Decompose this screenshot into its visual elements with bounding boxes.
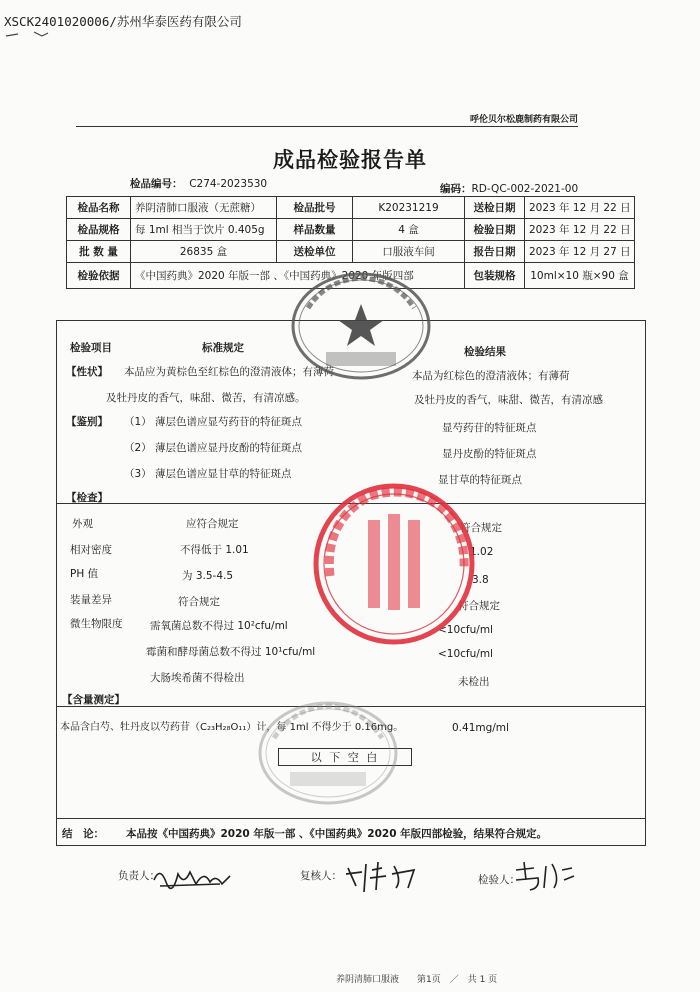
product-spec: 每 1ml 相当于饮片 0.405g (131, 219, 277, 241)
microbial-label: 微生物限度 (70, 618, 123, 630)
document-code: 编码：RD-QC-002-2021-00 (440, 183, 579, 195)
page-footer: 养阴清肺口服液 第1页 ／ 共 1 页 (336, 975, 498, 985)
density-standard: 不得低于 1.01 (180, 544, 249, 556)
sample-qty: 4 盒 (353, 219, 465, 241)
microbial-result-1: <10cfu/ml (438, 624, 493, 636)
microbial-standard-1: 需氧菌总数不得过 10²cfu/ml (150, 620, 288, 632)
pack-spec: 10ml×10 瓶×90 盒 (525, 263, 635, 289)
send-date-label: 送检日期 (465, 197, 525, 219)
test-basis: 《中国药典》2020 年版一部 、《中国药典》2020 年版四部 (131, 263, 465, 289)
test-date: 2023 年 12 月 22 日 (525, 219, 635, 241)
inspector-label: 检验人： (478, 874, 520, 886)
blank-note-box: 以 下 空 白 (278, 748, 412, 766)
report-date: 2023 年 12 月 27 日 (525, 241, 635, 263)
submitting-unit: 口服液车间 (353, 241, 465, 263)
table-row (67, 197, 635, 219)
assay-standard: 本品含白芍、牡丹皮以芍药苷（C₂₃H₂₈O₁₁）计，每 1ml 不得少于 0.16mg。 (60, 722, 404, 733)
inspector-signature (512, 858, 582, 898)
identification-standard-3: （3） 薄层色谱应显甘草的特征斑点 (124, 468, 292, 480)
company-inspection-seal (286, 268, 436, 388)
fill-variance-result: 符合规定 (458, 600, 500, 612)
section-character: 【性状】 (66, 366, 108, 378)
density-result: 1.02 (470, 546, 494, 558)
responsible-signature (150, 860, 240, 892)
conclusion-divider (56, 818, 646, 819)
page-title: 成品检验报告单 (273, 148, 427, 172)
column-header-result: 检验结果 (464, 346, 506, 358)
spec-label: 检品规格 (67, 219, 131, 241)
appearance-result: 符合规定 (460, 522, 502, 534)
corner-mark (4, 28, 64, 40)
column-header-standard: 标准规定 (202, 342, 244, 354)
microbial-result-3: 未检出 (458, 676, 490, 688)
character-standard-line2: 及牡丹皮的香气，味甜、微苦，有清凉感。 (106, 392, 306, 404)
basis-label: 检验依据 (67, 263, 131, 289)
microbial-standard-2: 霉菌和酵母菌总数不得过 10¹cfu/ml (146, 646, 316, 658)
conclusion-label: 结 论： (62, 828, 104, 840)
character-result-line2: 及牡丹皮的香气，味甜、微苦，有清凉感 (414, 394, 603, 406)
red-quality-seal (310, 480, 478, 648)
identification-standard-2: （2） 薄层色谱应显丹皮酚的特征斑点 (124, 442, 303, 454)
appearance-standard: 应符合规定 (186, 518, 239, 530)
product-name: 养阴清肺口服液（无蔗糖） (131, 197, 277, 219)
ph-result: 3.8 (472, 574, 489, 586)
appearance-label: 外观 (72, 518, 93, 530)
section-assay: 【含量测定】 (62, 694, 125, 706)
identification-result-2: 显丹皮酚的特征斑点 (442, 448, 537, 460)
report-date-label: 报告日期 (465, 241, 525, 263)
section-identification: 【鉴别】 (66, 416, 108, 428)
header-rule (76, 126, 578, 127)
identification-result-1: 显芍药苷的特征斑点 (442, 422, 537, 434)
fill-variance-standard: 符合规定 (178, 596, 220, 608)
report-number: 检品编号： C274-2023530 (130, 178, 268, 190)
identification-result-3: 显甘草的特征斑点 (438, 474, 522, 486)
density-label: 相对密度 (70, 544, 112, 556)
character-result-line1: 本品为红棕色的澄清液体；有薄荷 (412, 370, 570, 382)
character-standard-line1: 本品应为黄棕色至红棕色的澄清液体；有薄荷 (124, 366, 334, 378)
faint-inspection-seal (254, 698, 402, 808)
column-header-item: 检验项目 (70, 342, 112, 354)
ph-standard: 为 3.5-4.5 (182, 570, 234, 582)
microbial-standard-3: 大肠埃希菌不得检出 (150, 672, 245, 684)
name-label: 检品名称 (67, 197, 131, 219)
batch-label: 检品批号 (277, 197, 353, 219)
batch-number: K20231219 (353, 197, 465, 219)
reviewer-signature (342, 856, 432, 896)
document-reference: XSCK2401020006/苏州华泰医药有限公司 (4, 14, 242, 29)
sample-qty-label: 样品数量 (277, 219, 353, 241)
fill-variance-label: 装量差异 (70, 594, 112, 606)
company-name: 呼伦贝尔松鹿制药有限公司 (469, 115, 578, 125)
pack-label: 包装规格 (465, 263, 525, 289)
section-checks: 【检查】 (66, 492, 108, 504)
send-date: 2023 年 12 月 22 日 (525, 197, 635, 219)
lot-qty: 26835 盒 (131, 241, 277, 263)
conclusion-text: 本品按《中国药典》2020 年版一部 、《中国药典》2020 年版四部检验，结果符合规定。 (126, 828, 548, 840)
reviewer-label: 复核人： (300, 870, 342, 882)
lot-qty-label: 批 数 量 (67, 241, 131, 263)
identification-standard-1: （1） 薄层色谱应显芍药苷的特征斑点 (124, 416, 303, 428)
assay-result: 0.41mg/ml (452, 722, 509, 734)
test-date-label: 检验日期 (465, 219, 525, 241)
unit-label: 送检单位 (277, 241, 353, 263)
ph-label: PH 值 (70, 568, 99, 580)
responsible-label: 负责人： (118, 870, 160, 882)
table-row (67, 219, 635, 241)
microbial-result-2: <10cfu/ml (438, 648, 493, 660)
table-row (67, 241, 635, 263)
